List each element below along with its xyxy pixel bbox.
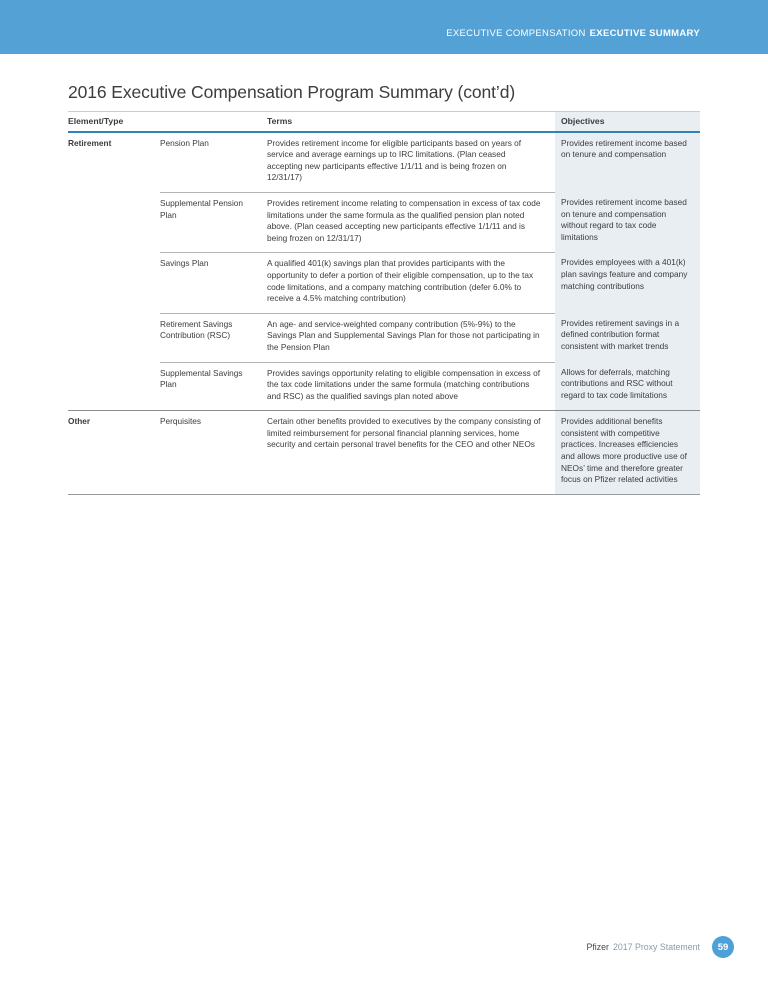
cell-objectives: Provides additional benefits consistent with competitive practices. Increases efficiencies and allows more productive use of NEOs’ time and therefore greater focus on Pfizer related activities — [555, 410, 700, 494]
page-header-bar — [0, 0, 768, 54]
compensation-summary-table — [68, 111, 700, 495]
cell-type: Savings Plan — [160, 252, 267, 312]
column-header-element-type: Element/Type — [68, 111, 267, 133]
page-number-badge: 59 — [712, 936, 734, 958]
cell-terms: Provides retirement income for eligible participants based on years of service and average earnings up to IRC limitations. (Plan ceased accepting new participants effective 1/1/11 and is being frozen on 12/31/17) — [267, 137, 522, 183]
cell-element — [68, 252, 160, 312]
cell-terms: A qualified 401(k) savings plan that provides participants with the opportunity to defer a portion of their eligible compensation, up to the tax code limitations, and a company matching contribution (defer 6.0% to receive a 4.5% matching contribution) — [267, 252, 555, 312]
cell-objectives: Provides employees with a 401(k) plan savings feature and company matching contributions — [555, 252, 700, 312]
cell-type: Perquisites — [160, 410, 267, 494]
cell-type: Supplemental Savings Plan — [160, 362, 267, 411]
cell-element: Other — [68, 410, 160, 494]
cell-element: Retirement — [68, 137, 112, 148]
cell-element — [68, 362, 160, 411]
cell-objectives: Provides retirement savings in a defined contribution format consistent with market trends — [555, 313, 700, 362]
cell-objectives: Provides retirement income based on tenure and compensation — [555, 133, 700, 192]
footer-document-name: 2017 Proxy Statement — [612, 942, 700, 952]
footer-company-name: Pfizer — [586, 942, 609, 952]
cell-element — [68, 192, 160, 252]
column-header-terms: Terms — [267, 111, 555, 133]
cell-objectives: Allows for deferrals, matching contributions and RSC without regard to tax code limitations — [555, 362, 700, 411]
page-title: 2016 Executive Compensation Program Summary (cont’d) — [68, 82, 516, 102]
cell-element — [68, 313, 160, 362]
header-subsection-label: EXECUTIVE SUMMARY — [589, 27, 700, 39]
cell-terms: Provides savings opportunity relating to eligible compensation in excess of the tax code limitations under the same formula (matching contributions and RSC) as the qualified savings plan noted above — [267, 362, 555, 411]
cell-objectives: Provides retirement income based on tenure and compensation without regard to tax code limitations — [555, 192, 700, 252]
cell-type: Pension Plan — [160, 137, 209, 148]
cell-terms: An age- and service-weighted company contribution (5%-9%) to the Savings Plan and Supplemental Savings Plan for those not participating in the Pension Plan — [267, 313, 555, 362]
cell-terms: Provides retirement income relating to compensation in excess of tax code limitations under the same formula as the qualified pension plan noted above. (Plan ceased accepting new participants effective 1/1/11 and is being frozen on 12/31/17) — [267, 192, 555, 252]
header-section-label: EXECUTIVE COMPENSATION — [446, 27, 586, 39]
cell-terms: Certain other benefits provided to executives by the company consisting of limited reimbursement for personal financial planning services, home security and certain personal travel benefits for the CEO and other NEOs — [267, 410, 555, 494]
column-header-objectives: Objectives — [555, 111, 700, 133]
cell-type: Retirement Savings Contribution (RSC) — [160, 313, 267, 362]
page-footer — [586, 936, 734, 958]
cell-type: Supplemental Pension Plan — [160, 192, 267, 252]
